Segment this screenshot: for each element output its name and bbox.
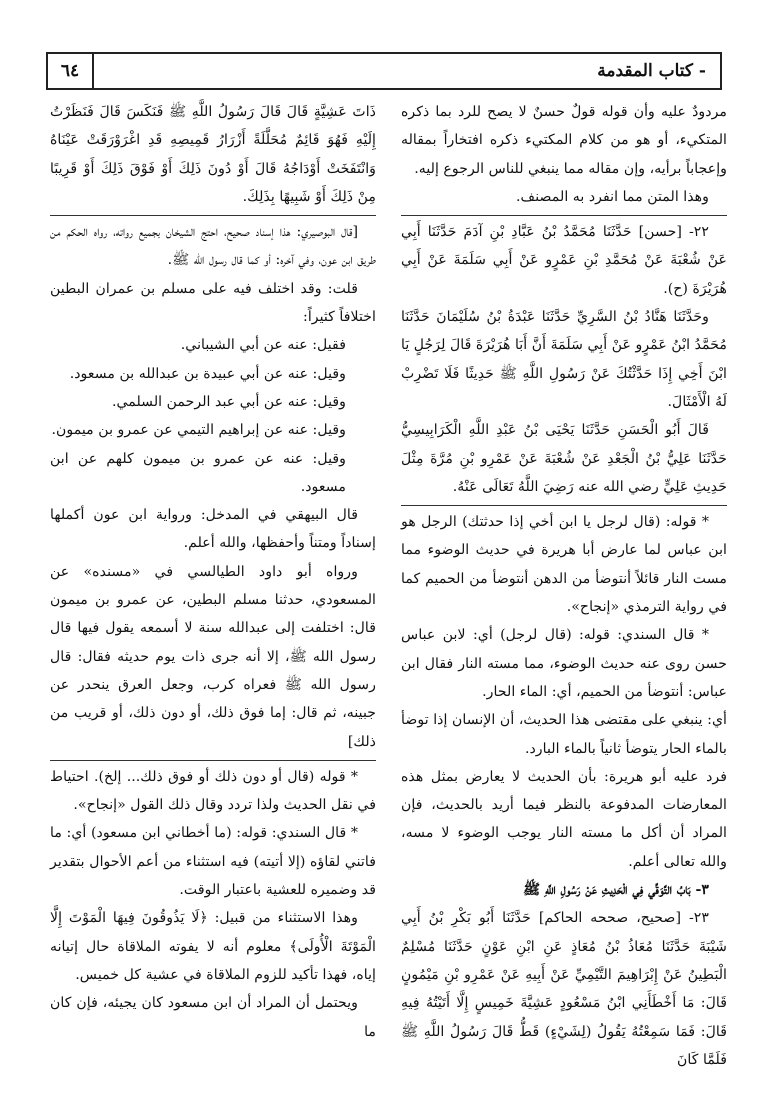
variant-item: وقيل: عنه عن أبي عبد الرحمن السلمي. bbox=[111, 393, 346, 410]
chapter-title: - كتاب المقدمة bbox=[597, 61, 706, 81]
hadith-23: ٢٣- [صحيح، صححه الحاكم] حَدَّثَنَا أَبُو بَكْرِ بْنُ أَبِي شَيْبَةَ حَدَّثَنَا مُعَاذُ بْنُ مُعَاذٍ عَنِ ابْنِ عَوْنٍ حَدَّثَنَا مُسْلِمٌ الْبَطِينُ عَنْ إِبْرَاهِيمَ التَّيْمِيِّ عَنْ أَبِيهِ عَنْ عَمْرِو بْنِ مَيْمُونٍ قَالَ: مَا أَخْطَأَنِي ابْنُ مَسْعُودٍ عَشِيَّةَ خَمِيسٍ إِلَّا أَتَيْتُهُ فِيهِ قَالَ: فَمَا سَمِعْتُهُ يَقُولُ (لِشَيْءٍ) قَطُّ قَالَ رَسُولُ اللَّهِ ﷺ فَلَمَّا كَانَ bbox=[401, 910, 727, 1068]
commentary-note-injah: * قوله: (قال لرجل يا ابن أخي إذا حدثتك) الرجل هو ابن عباس لما عارض أبا هريرة في حديث الوضوء مما مست النار قائلاً أنتوضأ من الدهن أنتوضأ من الحميم كما في رواية الترمذي «إنجاح». bbox=[401, 505, 727, 621]
left-column bbox=[50, 98, 376, 1046]
variant-item: وقيل: عنه عن إبراهيم التيمي عن عمرو بن ميمون. bbox=[51, 422, 346, 439]
commentary-paragraph: وهذا المتن مما انفرد به المصنف. bbox=[516, 188, 709, 205]
commentary-paragraph: مردودٌ عليه وأن قوله قولٌ حسنٌ لا يصح للرد بما ذكره المتكيء، أو هو من كلام المكتيء ذكره افتخاراً بمقاله وإعجاباً برأيه، وإن مقاله مما ينبغي للناس الرجوع إليه. bbox=[401, 104, 727, 177]
commentary-paragraph: أي: ينبغي على مقتضى هذا الحديث، أن الإنسان إذا توضأ بالماء الحار يتوضأ ثانياً بالماء البارد. bbox=[401, 712, 727, 757]
commentary-paragraph: قال البيهقي في المدخل: ورواية ابن عون أكملها إسناداً ومتناً وأحفظها، والله أعلم. bbox=[50, 507, 376, 552]
busiri-note: [قال البوصيري: هذا إسناد صحيح، احتج الشيخان بجميع رواته، رواه الحكم من طريق ابن عون، وفي آخره: أو كما قال رسول الله ﷺ. bbox=[50, 215, 376, 275]
commentary-paragraph: قلت: وقد اختلف فيه على مسلم بن عمران البطين اختلافاً كثيراً: bbox=[50, 280, 376, 326]
commentary-note-sindi: * قال السندي: قوله: (ما أخطاني ابن مسعود) أي: ما فاتني لقاؤه (إلا أتيته) فيه استثناء من أعم الأحوال بتقدير قد وضميره للعشية باعتبار الوقت. bbox=[50, 825, 376, 899]
commentary-note-sindi: * قال السندي: قوله: (قال لرجل) أي: لابن عباس حسن روى عنه حديث الوضوء، مما مسته النار فقال ابن عباس: أنتوضأ من الحميم، أي: الماء الحار. bbox=[401, 627, 727, 700]
hadith-text: قَالَ أَبُو الْحَسَنِ حَدَّثَنَا يَحْيَى بْنُ عَبْدِ اللَّهِ الْكَرَابِيسِيُّ حَدَّثَنَا عَلِيُّ بْنُ الْجَعْدِ عَنْ شُعْبَةَ عَنْ عَمْرِو بْنِ مُرَّةَ مِثْلَ حَدِيثِ عَلِيٍّ رضي الله عنه رَضِيَ اللَّهُ تَعَالَى عَنْهُ. bbox=[401, 422, 727, 495]
right-column bbox=[401, 98, 727, 1074]
page-number: ٦٤ bbox=[48, 54, 94, 88]
variant-item: وقيل: عنه عن أبي عبيدة بن عبدالله بن مسعود. bbox=[69, 365, 346, 382]
variant-item: فقيل: عنه عن أبي الشيباني. bbox=[180, 337, 346, 354]
chapter-heading: ٣- بَابُ التَّوَقِّي فِي الْحَدِيثِ عَنْ رَسُولِ اللَّهِ ﷺ bbox=[523, 882, 709, 899]
commentary-paragraph: وهذا الاستثناء من قبيل: ﴿لَا يَذُوقُونَ فِيهَا الْمَوْتَ إِلَّا الْمَوْتَةَ الْأُولَى﴾ معلوم أنه لا يفوته الملاقاة حال إتيانه إياه، فهذا تأكيد للزوم الملاقاة في عشية كل خميس. bbox=[50, 910, 376, 983]
commentary-note-injah: * قوله (قال أو دون ذلك أو فوق ذلك... إلخ). احتياط في نقل الحديث ولذا تردد وقال ذلك القول «إنجاح». bbox=[50, 760, 376, 820]
page-header bbox=[46, 52, 722, 90]
hadith-text: وحَدَّثَنَا هَنَّادُ بْنُ السَّرِيِّ حَدَّثَنَا عَبْدَةُ بْنُ سُلَيْمَانَ حَدَّثَنَا مُحَمَّدُ ابْنُ عَمْرٍو عَنْ أَبِي سَلَمَةَ أَنَّ أَبَا هُرَيْرَةَ قَالَ لِرَجُلٍ يَا ابْنَ أَخِي إِذَا حَدَّثْتُكَ عَنْ رَسُولِ اللَّهِ ﷺ حَدِيثًا فَلَا تَضْرِبْ لَهُ الْأَمْثَالَ. bbox=[401, 309, 727, 410]
commentary-paragraph: ويحتمل أن المراد أن ابن مسعود كان يجيئه، فإن كان ما bbox=[50, 995, 376, 1040]
hadith-text: ذَاتَ عَشِيَّةٍ قَالَ قَالَ رَسُولُ اللَّهِ ﷺ فَنَكَسَ قَالَ فَنَظَرْتُ إِلَيْهِ فَهُوَ قَائِمٌ مُحَلَّلَةً أَزْرَارُ قَمِيصِهِ قَدِ اغْرَوْرَقَتْ عَيْنَاهُ وَانْتَفَخَتْ أَوْدَاجُهُ قَالَ أَوْ دُونَ ذَلِكَ أَوْ فَوْقَ ذَلِكَ أَوْ قَرِيبًا مِنْ ذَلِكَ أَوْ شَبِيهًا بِذَلِكَ. bbox=[50, 104, 376, 205]
hadith-22: ٢٢- [حسن] حَدَّثَنَا مُحَمَّدُ بْنُ عَبَّادِ بْنِ آدَمَ حَدَّثَنَا أَبِي عَنْ شُعْبَةَ عَنْ مُحَمَّدِ بْنِ عَمْرٍو عَنْ أَبِي سَلَمَةَ عَنْ أَبِي هُرَيْرَةَ (ح). bbox=[401, 215, 727, 303]
commentary-paragraph: فرد عليه أبو هريرة: بأن الحديث لا يعارض بمثل هذه المعارضات المدفوعة بالنظر فيما أريد بالحديث، فإن المراد أن أكل ما مسته النار يوجب الوضوء لا مسه، والله تعالى أعلم. bbox=[401, 768, 727, 870]
commentary-paragraph: ورواه أبو داود الطيالسي في «مسنده» عن المسعودي، حدثنا مسلم البطين، عن عمرو بن ميمون قال: اختلفت إلى عبدالله سنة لا أسمعه يقول فيها قال رسول الله ﷺ، إلا أنه جرى ذات يوم حديثه فقال: قال رسول الله ﷺ فعراه كرب، وجعل العرق ينحدر عن جبينه، ثم قال: إما فوق ذلك، أو دون ذلك، أو قريب من ذلك] bbox=[50, 563, 376, 750]
variant-item: وقيل: عنه عن عمرو بن ميمون كلهم عن ابن مسعود. bbox=[50, 450, 346, 495]
